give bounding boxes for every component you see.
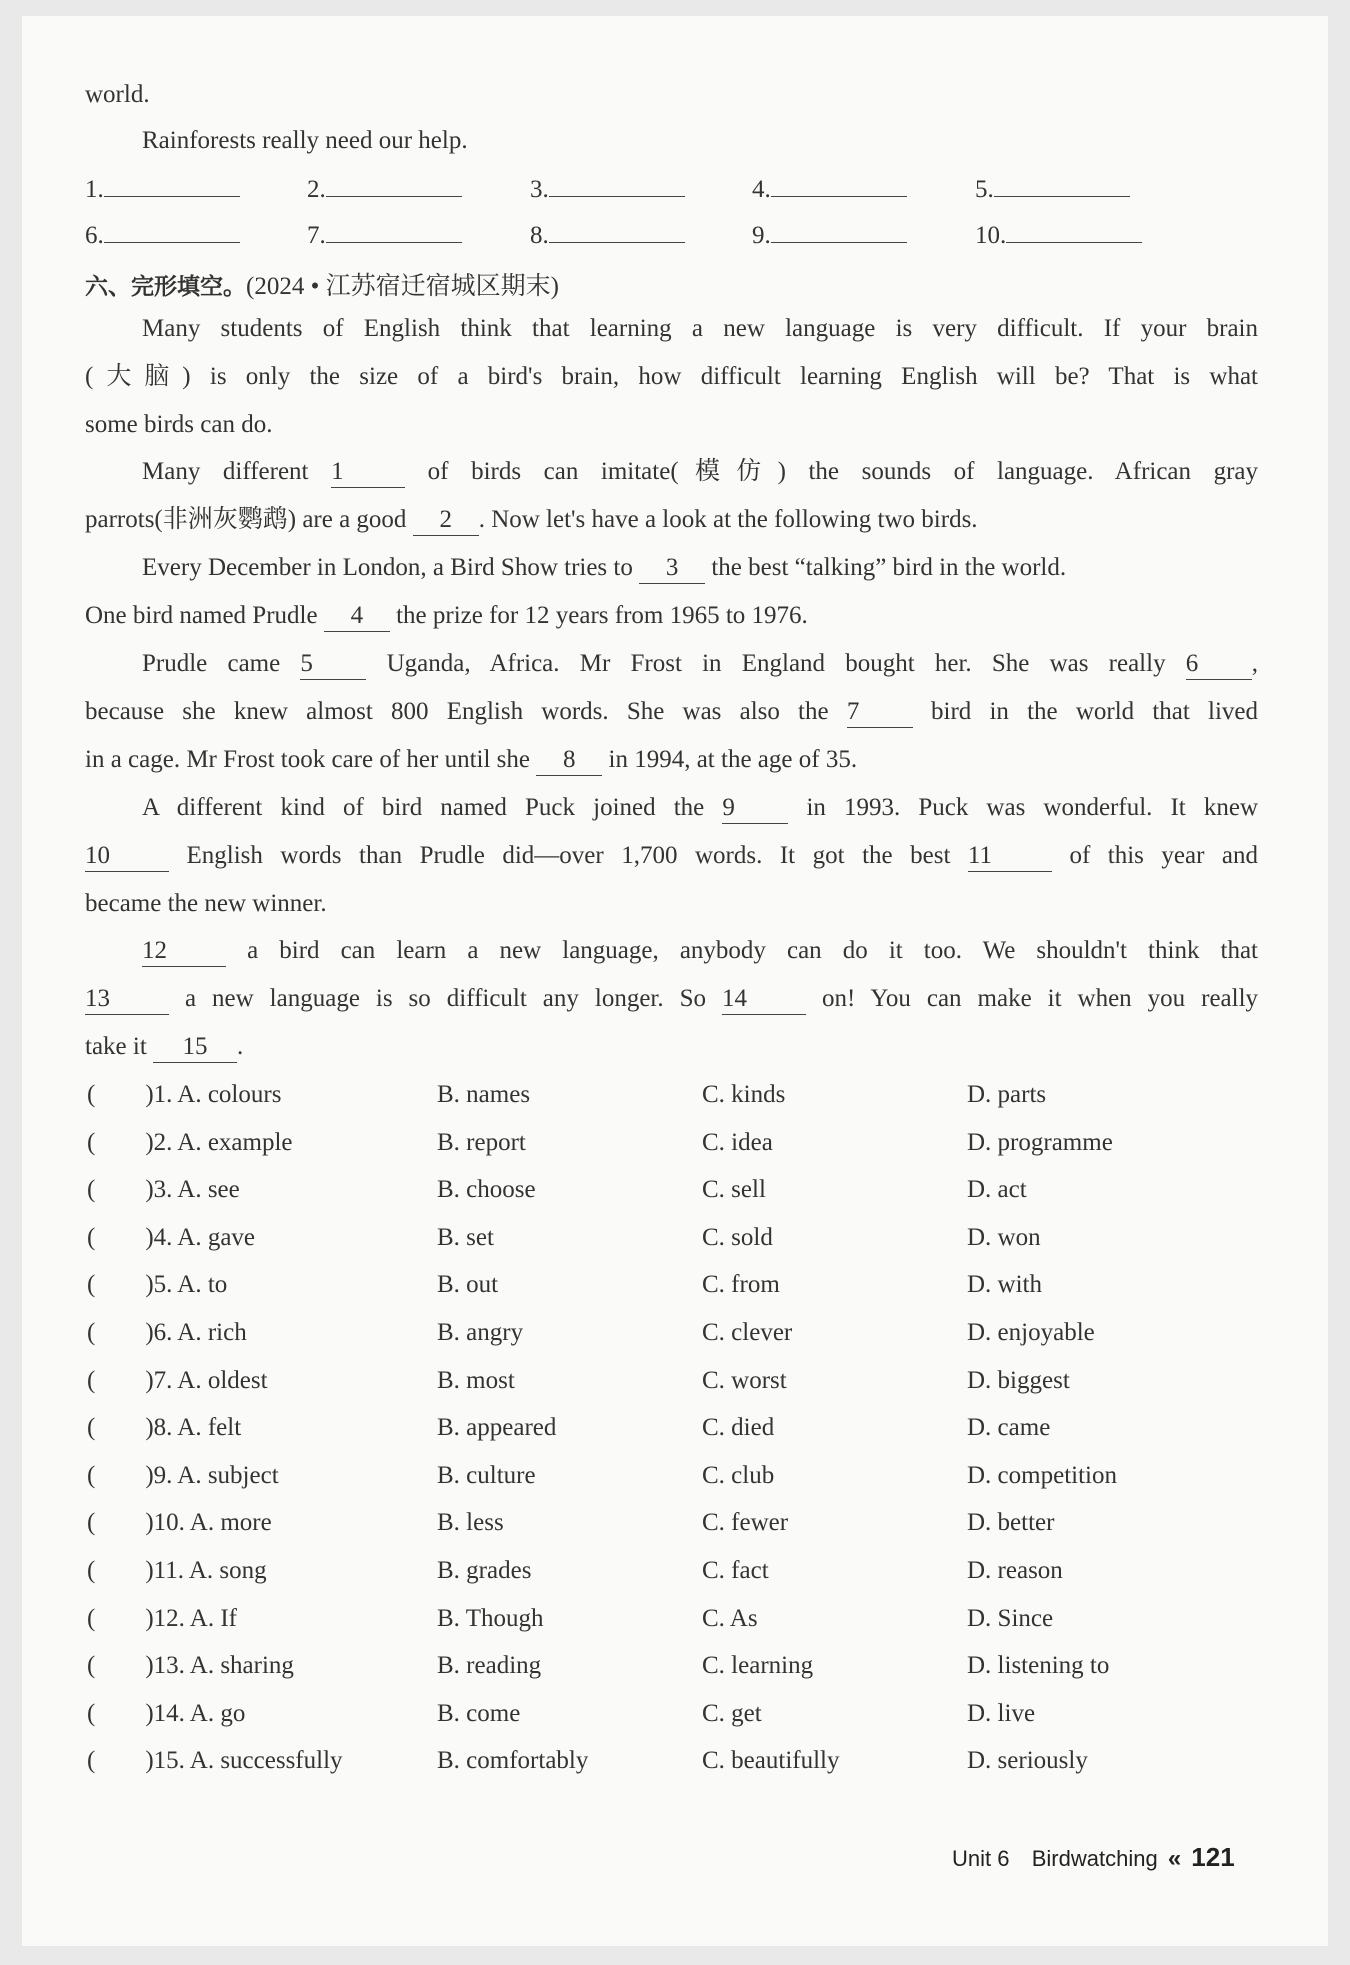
passage-text: Prudle came bbox=[142, 650, 281, 677]
question-option-d: D. better bbox=[967, 1509, 1055, 1536]
answer-line[interactable] bbox=[771, 168, 907, 197]
answer-label: 10. bbox=[975, 222, 1007, 249]
question-option-b: B. most bbox=[437, 1367, 515, 1394]
answer-line[interactable] bbox=[549, 214, 685, 243]
passage-text: Every December in London, a Bird Show tries to bbox=[142, 554, 633, 581]
answer-label: 7. bbox=[307, 222, 326, 249]
unit-label: Unit 6 bbox=[952, 1846, 1010, 1871]
passage-text: . Now let's have a look at the following two birds. bbox=[478, 506, 978, 533]
question-option-c: C. sold bbox=[702, 1224, 773, 1251]
answer-line[interactable] bbox=[326, 168, 462, 197]
passage-text: bird in the world that lived bbox=[931, 698, 1259, 725]
question-option-c: C. fewer bbox=[702, 1509, 789, 1536]
question-option-b: B. set bbox=[437, 1224, 494, 1251]
question-option-c: C. get bbox=[702, 1700, 762, 1727]
question-option-b: B. grades bbox=[437, 1557, 532, 1584]
question-option-a[interactable]: ( )7. A. oldest bbox=[87, 1367, 268, 1394]
blank-5[interactable]: 5 bbox=[300, 649, 366, 680]
question-option-b: B. report bbox=[437, 1129, 526, 1156]
answer-label: 6. bbox=[85, 222, 104, 249]
question-option-d: D. reason bbox=[967, 1557, 1063, 1584]
question-option-d: D. won bbox=[967, 1224, 1041, 1251]
passage-line bbox=[85, 503, 978, 537]
section-heading bbox=[85, 270, 559, 304]
passage-line bbox=[85, 839, 1258, 873]
answer-label: 3. bbox=[530, 176, 549, 203]
question-option-c: C. sell bbox=[702, 1176, 766, 1203]
blank-2[interactable]: 2 bbox=[413, 505, 479, 536]
passage-text: A different kind of bird named Puck joined the bbox=[142, 794, 705, 821]
question-option-b: B. Though bbox=[437, 1605, 544, 1632]
question-option-d: D. biggest bbox=[967, 1367, 1070, 1394]
passage-line bbox=[142, 791, 1258, 825]
passage-line: some birds can do. bbox=[85, 411, 273, 438]
unit-topic: Birdwatching bbox=[1031, 1846, 1158, 1871]
answer-label: 5. bbox=[975, 176, 994, 203]
question-option-a[interactable]: ( )3. A. see bbox=[87, 1176, 240, 1203]
question-option-c: C. died bbox=[702, 1414, 775, 1441]
question-option-d: D. listening to bbox=[967, 1652, 1110, 1679]
page-number: 121 bbox=[1191, 1842, 1235, 1872]
question-option-c: C. learning bbox=[702, 1652, 814, 1679]
question-option-d: D. live bbox=[967, 1700, 1036, 1727]
question-option-a[interactable]: ( )5. A. to bbox=[87, 1271, 228, 1298]
passage-line bbox=[85, 743, 857, 777]
passage-text: of birds can imitate(模仿) the sounds of language. African gray bbox=[427, 458, 1259, 485]
blank-6[interactable]: 6 bbox=[1186, 649, 1252, 680]
blank-4[interactable]: 4 bbox=[324, 601, 390, 632]
passage-line bbox=[142, 551, 1066, 585]
question-option-b: B. names bbox=[437, 1081, 531, 1108]
question-option-a[interactable]: ( )9. A. subject bbox=[87, 1462, 279, 1489]
question-option-a[interactable]: ( )11. A. song bbox=[87, 1557, 267, 1584]
question-option-a[interactable]: ( )14. A. go bbox=[87, 1700, 246, 1727]
question-option-a[interactable]: ( )4. A. gave bbox=[87, 1224, 256, 1251]
answer-label: 1. bbox=[85, 176, 104, 203]
question-option-b: B. appeared bbox=[437, 1414, 557, 1441]
question-option-d: D. enjoyable bbox=[967, 1319, 1095, 1346]
question-option-b: B. less bbox=[437, 1509, 504, 1536]
passage-text: , bbox=[1251, 650, 1259, 677]
blank-3[interactable]: 3 bbox=[639, 553, 705, 584]
passage-text: the prize for 12 years from 1965 to 1976. bbox=[396, 602, 808, 629]
question-option-a[interactable]: ( )8. A. felt bbox=[87, 1414, 242, 1441]
passage-line bbox=[85, 982, 1258, 1016]
passage-text: in 1994, at the age of 35. bbox=[608, 746, 858, 773]
question-option-c: C. clever bbox=[702, 1319, 793, 1346]
question-option-c: C. worst bbox=[702, 1367, 787, 1394]
question-option-a[interactable]: ( )1. A. colours bbox=[87, 1081, 282, 1108]
answer-line[interactable] bbox=[104, 168, 240, 197]
answer-line[interactable] bbox=[104, 214, 240, 243]
question-option-d: D. act bbox=[967, 1176, 1027, 1203]
question-option-a[interactable]: ( )6. A. rich bbox=[87, 1319, 247, 1346]
answer-label: 8. bbox=[530, 222, 549, 249]
page-footer bbox=[952, 1842, 1235, 1873]
passage-text: in a cage. Mr Frost took care of her until she bbox=[85, 746, 531, 773]
passage-text: take it bbox=[85, 1033, 147, 1060]
question-option-d: D. with bbox=[967, 1271, 1042, 1298]
question-option-b: B. out bbox=[437, 1271, 499, 1298]
question-option-d: D. programme bbox=[967, 1129, 1113, 1156]
question-option-b: B. come bbox=[437, 1700, 521, 1727]
blank-12[interactable]: 12 bbox=[142, 936, 226, 967]
double-chevron-left-icon: « bbox=[1167, 1845, 1182, 1872]
blank-11[interactable]: 11 bbox=[968, 841, 1052, 872]
blank-13[interactable]: 13 bbox=[85, 984, 169, 1015]
question-option-a[interactable]: ( )10. A. more bbox=[87, 1509, 272, 1536]
question-option-c: C. beautifully bbox=[702, 1747, 840, 1774]
blank-14[interactable]: 14 bbox=[722, 984, 806, 1015]
answer-line[interactable] bbox=[326, 214, 462, 243]
answer-line[interactable] bbox=[994, 168, 1130, 197]
passage-text: on! You can make it when you really bbox=[821, 985, 1259, 1012]
question-option-a[interactable]: ( )15. A. successfully bbox=[87, 1747, 343, 1774]
passage-line bbox=[142, 455, 1258, 489]
question-option-d: D. came bbox=[967, 1414, 1051, 1441]
question-option-b: B. choose bbox=[437, 1176, 536, 1203]
passage-text: English words than Prudle did—over 1,700 words. It got the best bbox=[186, 842, 951, 869]
passage-text: a new language is so difficult any longer. So bbox=[184, 985, 706, 1012]
question-option-d: D. competition bbox=[967, 1462, 1117, 1489]
passage-text: a bird can learn a new language, anybody can do it too. We shouldn't think that bbox=[247, 937, 1259, 964]
answer-label: 9. bbox=[752, 222, 771, 249]
question-option-b: B. reading bbox=[437, 1652, 542, 1679]
closing-sentence: Rainforests really need our help. bbox=[142, 127, 468, 154]
blank-8[interactable]: 8 bbox=[536, 745, 602, 776]
answer-line[interactable] bbox=[1006, 214, 1142, 243]
question-option-b: B. angry bbox=[437, 1319, 524, 1346]
answer-line[interactable] bbox=[549, 168, 685, 197]
passage-line bbox=[85, 695, 1258, 729]
question-option-c: C. club bbox=[702, 1462, 775, 1489]
question-option-c: C. from bbox=[702, 1271, 780, 1298]
passage-text: of this year and bbox=[1069, 842, 1259, 869]
passage-text: in 1993. Puck was wonderful. It knew bbox=[806, 794, 1258, 821]
section-title: 六、完形填空。 bbox=[85, 274, 246, 300]
question-option-a[interactable]: ( )2. A. example bbox=[87, 1129, 293, 1156]
answer-label: 4. bbox=[752, 176, 771, 203]
passage-text: One bird named Prudle bbox=[85, 602, 318, 629]
passage-line bbox=[85, 1030, 243, 1064]
passage-text: because she knew almost 800 English words. She was also the bbox=[85, 698, 829, 725]
passage-text: parrots(非洲灰鹦鹉) are a good bbox=[85, 506, 407, 533]
passage-line: (大脑) is only the size of a bird's brain, how difficult learning English will be? That is what bbox=[85, 363, 1258, 390]
question-option-d: D. parts bbox=[967, 1081, 1047, 1108]
blank-9[interactable]: 9 bbox=[722, 793, 788, 824]
question-option-c: C. As bbox=[702, 1605, 758, 1632]
question-option-d: D. seriously bbox=[967, 1747, 1088, 1774]
section-source: (2024 • 江苏宿迁宿城区期末) bbox=[246, 273, 559, 300]
question-option-a[interactable]: ( )13. A. sharing bbox=[87, 1652, 294, 1679]
question-option-a[interactable]: ( )12. A. If bbox=[87, 1605, 237, 1632]
question-option-c: C. idea bbox=[702, 1129, 773, 1156]
passage-text: . bbox=[237, 1033, 244, 1060]
answer-label: 2. bbox=[307, 176, 326, 203]
passage-line: Many students of English think that learning a new language is very difficult. If your brain bbox=[142, 315, 1258, 342]
question-option-d: D. Since bbox=[967, 1605, 1054, 1632]
question-option-c: C. fact bbox=[702, 1557, 769, 1584]
passage-text: Uganda, Africa. Mr Frost in England bought her. She was really bbox=[386, 650, 1166, 677]
passage-line bbox=[142, 647, 1258, 681]
blank-15[interactable]: 15 bbox=[153, 1032, 237, 1063]
blank-7[interactable]: 7 bbox=[847, 697, 913, 728]
passage-line bbox=[142, 934, 1258, 968]
question-option-b: B. comfortably bbox=[437, 1747, 589, 1774]
question-option-c: C. kinds bbox=[702, 1081, 786, 1108]
passage-line bbox=[85, 599, 808, 633]
passage-text: the best “talking” bird in the world. bbox=[711, 554, 1067, 581]
blank-10[interactable]: 10 bbox=[85, 841, 169, 872]
blank-1[interactable]: 1 bbox=[331, 457, 405, 488]
passage-text: Many different bbox=[142, 458, 309, 485]
passage-line: became the new winner. bbox=[85, 890, 327, 917]
answer-line[interactable] bbox=[771, 214, 907, 243]
workbook-page bbox=[22, 16, 1328, 1946]
question-option-b: B. culture bbox=[437, 1462, 536, 1489]
passage-end-text: world. bbox=[85, 81, 150, 108]
